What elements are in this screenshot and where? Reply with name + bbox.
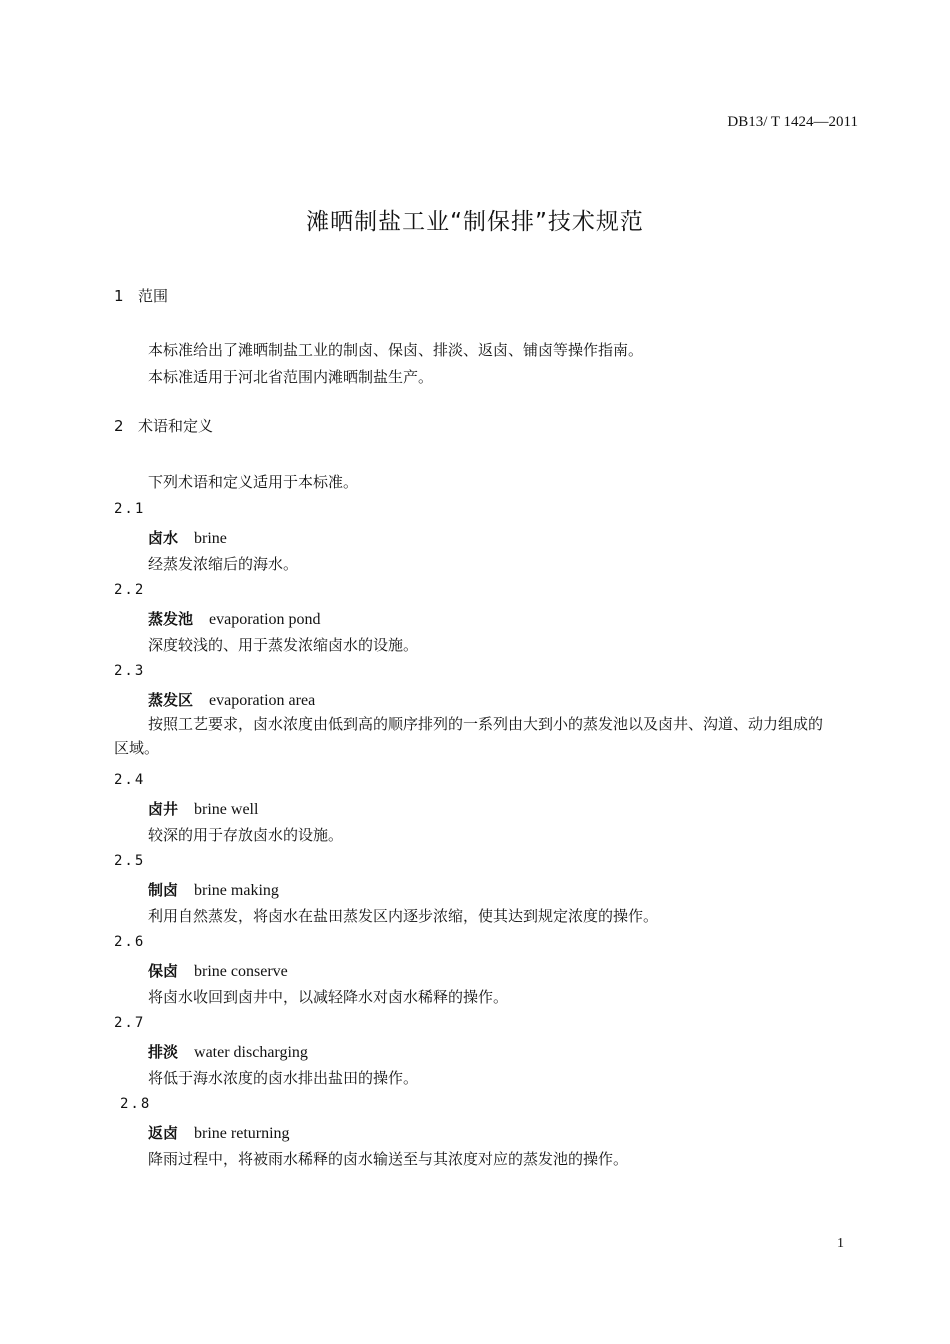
term-definition: 将低于海水浓度的卤水排出盐田的操作。 — [148, 1069, 419, 1087]
page-number: 1 — [837, 1236, 844, 1251]
term-entry — [148, 527, 227, 548]
term-en: brine — [194, 530, 227, 547]
term-definition: 利用自然蒸发，将卤水在盐田蒸发区内逐步浓缩，使其达到规定浓度的操作。 — [148, 907, 659, 925]
term-definition: 将卤水收回到卤井中，以减轻降水对卤水稀释的操作。 — [148, 988, 509, 1006]
term-zh: 蒸发池 — [148, 610, 194, 628]
term-definition: 经蒸发浓缩后的海水。 — [148, 555, 299, 573]
term-zh: 卤井 — [148, 800, 179, 818]
clause-number: 2.6 — [114, 934, 146, 950]
term-definition: 按照工艺要求，卤水浓度由低到高的顺序排列的一系列由大到小的蒸发池以及卤井、沟道、动力组成的区域。 — [114, 715, 824, 757]
term-en: water discharging — [194, 1044, 308, 1061]
section-number: 2 — [114, 417, 124, 435]
standard-number: DB13/ T 1424—2011 — [727, 114, 858, 130]
term-en: brine well — [194, 801, 259, 818]
clause-number: 2.8 — [120, 1096, 152, 1112]
term-zh: 保卤 — [148, 962, 179, 980]
term-en: brine returning — [194, 1125, 290, 1142]
document-title: 滩晒制盐工业“制保排”技术规范 — [306, 209, 644, 235]
term-zh: 排淡 — [148, 1043, 179, 1061]
term-en: brine conserve — [194, 963, 288, 980]
term-en: brine making — [194, 882, 279, 899]
term-en: evaporation pond — [209, 611, 321, 628]
clause-number: 2.4 — [114, 772, 146, 788]
term-en: evaporation area — [209, 692, 316, 709]
term-entry — [148, 798, 258, 819]
term-zh: 返卤 — [148, 1124, 179, 1142]
term-entry — [148, 689, 315, 710]
term-definition: 深度较浅的、用于蒸发浓缩卤水的设施。 — [148, 636, 419, 654]
clause-number: 2.3 — [114, 663, 146, 679]
term-definition: 降雨过程中，将被雨水稀释的卤水输送至与其浓度对应的蒸发池的操作。 — [148, 1150, 629, 1168]
section-title: 术语和定义 — [138, 417, 214, 435]
clause-number: 2.7 — [114, 1015, 146, 1031]
term-zh: 卤水 — [148, 529, 179, 547]
clause-number: 2.1 — [114, 501, 146, 517]
section-1-heading — [114, 285, 168, 306]
paragraph: 本标准适用于河北省范围内滩晒制盐生产。 — [148, 368, 434, 386]
section-number: 1 — [114, 287, 124, 305]
term-zh: 制卤 — [148, 881, 179, 899]
section-2-heading — [114, 415, 213, 436]
term-entry — [148, 960, 288, 981]
section-intro: 下列术语和定义适用于本标准。 — [148, 473, 359, 491]
clause-number: 2.2 — [114, 582, 146, 598]
paragraph: 本标准给出了滩晒制盐工业的制卤、保卤、排淡、返卤、铺卤等操作指南。 — [148, 341, 644, 359]
term-entry — [148, 1122, 290, 1143]
section-title: 范围 — [138, 287, 169, 305]
term-entry — [148, 879, 279, 900]
term-entry — [148, 608, 321, 629]
clause-number: 2.5 — [114, 853, 146, 869]
term-zh: 蒸发区 — [148, 691, 194, 709]
term-definition: 较深的用于存放卤水的设施。 — [148, 826, 344, 844]
term-entry — [148, 1041, 308, 1062]
